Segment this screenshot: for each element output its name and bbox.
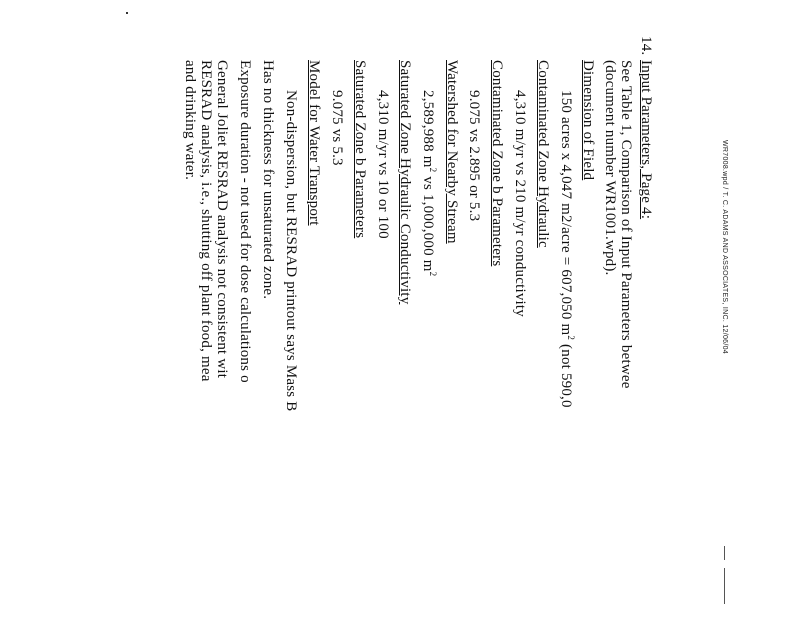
contaminated-hydraulic-value: 4,310 m/yr vs 210 m/yr conductivity bbox=[512, 90, 528, 317]
contaminated-hydraulic-heading: Contaminated Zone Hydraulic bbox=[535, 60, 551, 248]
saturated-b-value: 9.075 vs 5.3 bbox=[329, 90, 345, 166]
footer-rule-long bbox=[724, 568, 725, 604]
intro-text: See Table 1, Comparison of Input Parameters betwee bbox=[618, 60, 634, 389]
section-heading: Input Parameters, Page 4: bbox=[638, 60, 654, 220]
general-note-line-2: RESRAD analysis, i.e., shutting off plant food, mea bbox=[198, 60, 214, 382]
contaminated-b-value: 9.075 vs 2.895 or 5.3 bbox=[466, 90, 482, 222]
model-heading: Model for Water Transport bbox=[306, 60, 322, 226]
exposure-note: Exposure duration - not used for dose calculations o bbox=[237, 60, 253, 383]
saturated-hydraulic-heading: Saturated Zone Hydraulic Conductivity bbox=[397, 60, 413, 305]
page-mark bbox=[126, 12, 128, 14]
intro-text-continued: (document number WR1001.wpd). bbox=[602, 60, 618, 276]
dimension-value: 150 acres x 4,047 m2/acre = 607,050 $m^2$ (not 590,0 bbox=[558, 90, 576, 408]
model-value: Non-dispersion, but RESRAD printout says Mass B bbox=[283, 90, 299, 412]
watershed-value: 2,589,988 $m^2$ vs 1,000,000 $m^2$ bbox=[420, 90, 438, 277]
general-note-line-3: and drinking water. bbox=[182, 60, 198, 181]
watershed-heading: Watershed for Nearby Stream bbox=[444, 60, 460, 244]
saturated-hydraulic-value: 4,310 m/yr vs 10 or 100 bbox=[375, 90, 391, 239]
item-number: 14. bbox=[638, 36, 654, 56]
general-note-line-1: General Joliet RESRAD analysis not consistent wit bbox=[214, 60, 230, 379]
page-footer: WR7008.wpd / T. C. ADAMS AND ASSOCIATES, INC. 12/06/04 bbox=[721, 140, 728, 354]
unsaturated-note: Has no thickness for unsaturated zone. bbox=[260, 60, 276, 300]
saturated-b-heading: Saturated Zone b Parameters bbox=[352, 60, 368, 239]
footer-rule-short bbox=[724, 546, 725, 560]
dimension-heading: Dimension of Field bbox=[580, 60, 596, 181]
contaminated-b-heading: Contaminated Zone b Parameters bbox=[489, 60, 505, 267]
